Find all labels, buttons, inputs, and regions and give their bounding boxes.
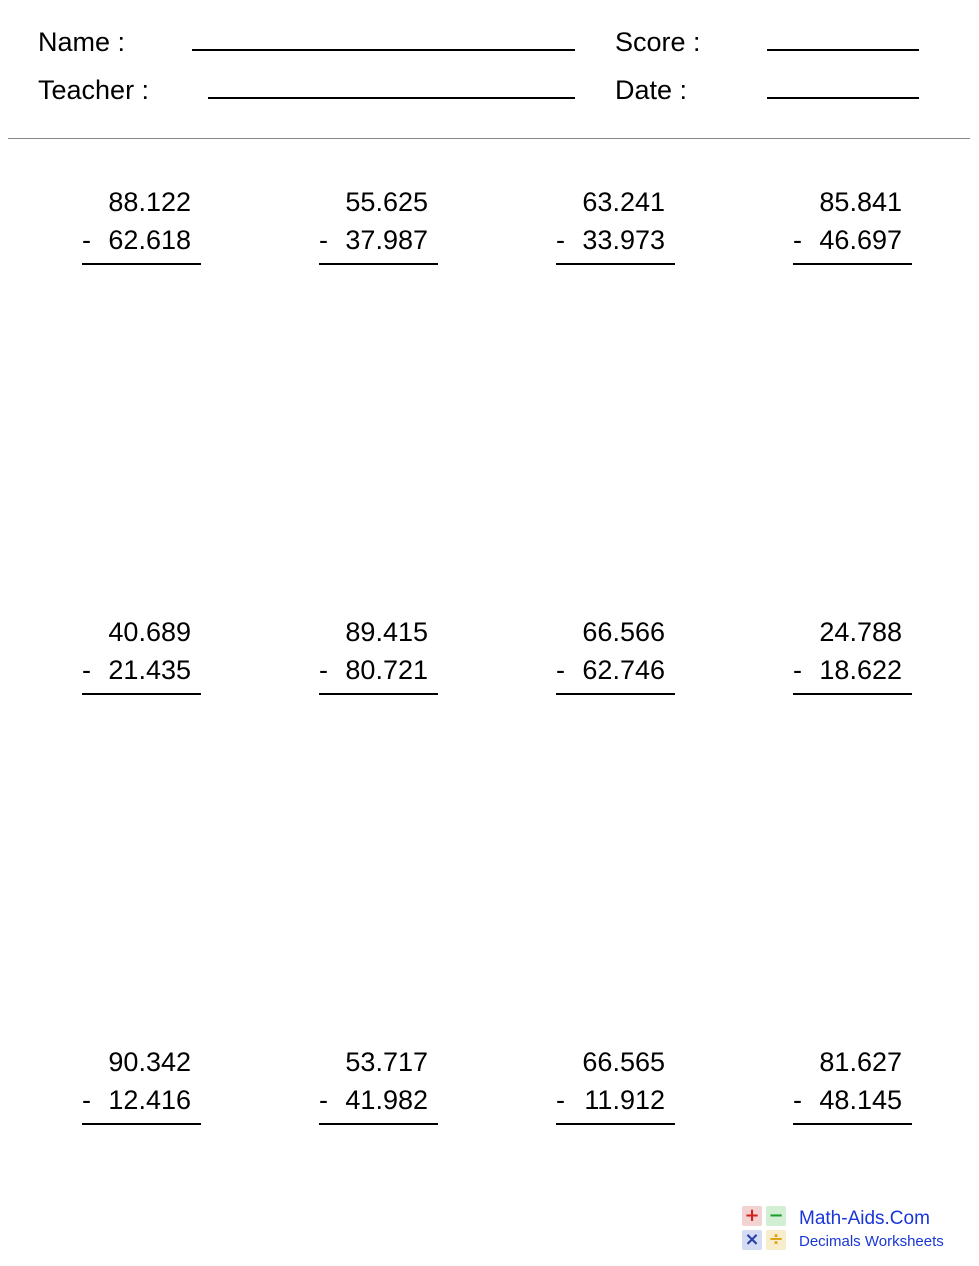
minuend: 85.841 xyxy=(819,187,902,217)
answer-line xyxy=(82,1123,201,1125)
minus-operator: - xyxy=(793,655,802,685)
answer-line xyxy=(319,693,438,695)
minuend: 90.342 xyxy=(108,1047,191,1077)
name-label: Name : xyxy=(38,27,126,57)
minuend: 88.122 xyxy=(108,187,191,217)
answer-line xyxy=(319,1123,438,1125)
minus-operator: - xyxy=(319,655,328,685)
minus-operator: - xyxy=(556,655,565,685)
minuend: 89.415 xyxy=(345,617,428,647)
answer-line xyxy=(556,263,675,265)
minuend: 66.565 xyxy=(582,1047,665,1077)
problem-1 xyxy=(82,187,202,267)
name-field-line[interactable] xyxy=(192,49,575,51)
minus-operator: - xyxy=(82,225,91,255)
score-label: Score : xyxy=(615,27,701,57)
answer-line xyxy=(793,693,912,695)
minuend: 55.625 xyxy=(345,187,428,217)
minuend: 40.689 xyxy=(108,617,191,647)
date-field-line[interactable] xyxy=(767,97,919,99)
brand-link[interactable]: Math-Aids.Com xyxy=(799,1208,930,1229)
minus-operator: - xyxy=(556,1085,565,1115)
answer-line xyxy=(82,693,201,695)
problem-10 xyxy=(319,1047,439,1127)
minus-operator: - xyxy=(793,1085,802,1115)
subtrahend: 18.622 xyxy=(819,655,902,685)
minus-operator: - xyxy=(556,225,565,255)
subtrahend: 41.982 xyxy=(345,1085,428,1115)
subtrahend: 48.145 xyxy=(819,1085,902,1115)
minus-operator: - xyxy=(82,1085,91,1115)
subtrahend: 11.912 xyxy=(584,1085,665,1115)
date-label: Date : xyxy=(615,75,688,105)
answer-line xyxy=(556,693,675,695)
minuend: 24.788 xyxy=(819,617,902,647)
answer-line xyxy=(319,263,438,265)
minus-icon: − xyxy=(766,1206,786,1226)
subtrahend: 80.721 xyxy=(345,655,428,685)
times-icon: × xyxy=(742,1230,762,1250)
problem-4 xyxy=(793,187,913,267)
subtrahend: 33.973 xyxy=(582,225,665,255)
header-divider xyxy=(8,138,970,139)
teacher-label: Teacher : xyxy=(38,75,150,105)
problem-9 xyxy=(82,1047,202,1127)
problem-6 xyxy=(319,617,439,697)
problem-11 xyxy=(556,1047,676,1127)
subtrahend: 62.618 xyxy=(108,225,191,255)
subtrahend: 46.697 xyxy=(819,225,902,255)
score-field-line[interactable] xyxy=(767,49,919,51)
math-aids-logo xyxy=(742,1206,788,1252)
plus-icon: + xyxy=(742,1206,762,1226)
problem-7 xyxy=(556,617,676,697)
worksheet-category: Decimals Worksheets xyxy=(799,1233,944,1250)
minus-operator: - xyxy=(319,225,328,255)
problem-3 xyxy=(556,187,676,267)
problem-2 xyxy=(319,187,439,267)
subtrahend: 12.416 xyxy=(108,1085,191,1115)
answer-line xyxy=(556,1123,675,1125)
minuend: 81.627 xyxy=(819,1047,902,1077)
answer-line xyxy=(793,263,912,265)
minuend: 63.241 xyxy=(582,187,665,217)
minus-operator: - xyxy=(793,225,802,255)
minus-operator: - xyxy=(82,655,91,685)
minuend: 53.717 xyxy=(345,1047,428,1077)
problem-8 xyxy=(793,617,913,697)
subtrahend: 21.435 xyxy=(108,655,191,685)
teacher-field-line[interactable] xyxy=(208,97,575,99)
answer-line xyxy=(82,263,201,265)
problem-5 xyxy=(82,617,202,697)
subtrahend: 62.746 xyxy=(582,655,665,685)
answer-line xyxy=(793,1123,912,1125)
problem-12 xyxy=(793,1047,913,1127)
subtrahend: 37.987 xyxy=(345,225,428,255)
minus-operator: - xyxy=(319,1085,328,1115)
divide-icon: ÷ xyxy=(766,1230,786,1250)
minuend: 66.566 xyxy=(582,617,665,647)
